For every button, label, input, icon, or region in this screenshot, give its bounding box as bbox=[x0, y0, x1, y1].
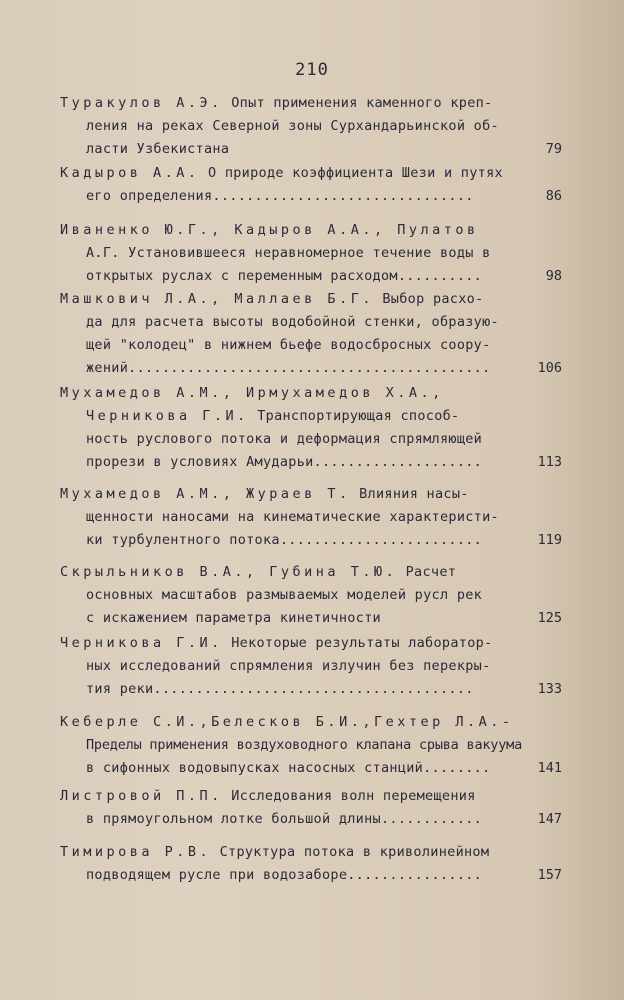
entry-title: Влияния насы- bbox=[350, 486, 469, 502]
entry-page-number: 133 bbox=[537, 681, 562, 697]
entry-line: тия реки...................................... bbox=[86, 681, 474, 697]
entry-page-number: 141 bbox=[537, 760, 562, 776]
toc-entry bbox=[60, 162, 560, 208]
entry-title: Некоторые результаты лаборатор- bbox=[222, 635, 493, 651]
entry-line bbox=[60, 561, 560, 584]
entry-page-number: 113 bbox=[537, 454, 562, 470]
entry-line: открытых руслах с переменным расходом.......... bbox=[86, 268, 483, 284]
entry-title: Опыт применения каменного креп- bbox=[222, 95, 493, 111]
toc-entry bbox=[60, 632, 560, 701]
entry-title: Выбор расхо- bbox=[373, 291, 484, 307]
entry-title: Транспортирующая способ- bbox=[248, 408, 460, 424]
entry-title: Структура потока в криволинейном bbox=[211, 844, 490, 860]
entry-line bbox=[60, 92, 560, 115]
entry-page-number: 157 bbox=[537, 867, 562, 883]
entry-page-number: 79 bbox=[545, 141, 562, 157]
entry-authors: Кадыров А.А. bbox=[60, 165, 200, 181]
entry-line bbox=[60, 382, 560, 405]
toc-entry bbox=[60, 841, 560, 887]
entry-page-number: 147 bbox=[537, 811, 562, 827]
entry-authors: Туракулов А.Э. bbox=[60, 95, 223, 111]
entry-page-number: 98 bbox=[545, 268, 562, 284]
toc-entry bbox=[60, 288, 560, 380]
entry-line bbox=[60, 162, 560, 185]
entry-page-number: 86 bbox=[545, 188, 562, 204]
entry-line: его определения............................... bbox=[86, 188, 474, 204]
entry-line: ласти Узбекистана bbox=[86, 141, 230, 157]
entry-title: Расчет bbox=[397, 564, 457, 580]
entry-authors: Листровой П.П. bbox=[60, 788, 223, 804]
entry-line: основных масштабов размываемых моделей русл рек bbox=[86, 587, 483, 603]
entry-authors: Скрыльников В.А., Губина Т.Ю. bbox=[60, 564, 398, 580]
entry-authors: Тимирова Р.В. bbox=[60, 844, 212, 860]
entry-line: с искажением параметра кинетичности bbox=[86, 610, 381, 626]
entry-line bbox=[60, 483, 560, 506]
entry-line bbox=[60, 405, 560, 428]
entry-authors: Машкович Л.А., Маллаев Б.Г. bbox=[60, 291, 374, 307]
entry-line: ность руслового потока и деформация спрямляющей bbox=[86, 431, 483, 447]
entry-page-number: 106 bbox=[537, 360, 562, 376]
toc-entry bbox=[60, 711, 560, 780]
entry-authors: Кеберле С.И.,Белесков Б.И.,Гехтер Л.А.- bbox=[60, 714, 514, 730]
entry-title: Исследования волн перемещения bbox=[222, 788, 476, 804]
entry-line: щенности наносами на кинематические характеристи- bbox=[86, 509, 499, 525]
entry-line bbox=[60, 219, 560, 242]
toc-entry bbox=[60, 483, 560, 552]
entry-line bbox=[60, 785, 560, 808]
entry-line: ных исследований спрямления излучин без перекры- bbox=[86, 658, 491, 674]
entry-line bbox=[60, 711, 560, 734]
entry-line: в сифонных водовыпусках насосных станций........ bbox=[86, 760, 491, 776]
entry-line: Пределы применения воздуховодного клапана срыва вакуума bbox=[86, 737, 523, 753]
entry-title: О природе коэффициента Шези и путях bbox=[199, 165, 503, 181]
entry-authors: Черникова Г.И. bbox=[86, 408, 249, 424]
entry-line bbox=[60, 841, 560, 864]
entry-line bbox=[60, 632, 560, 655]
entry-line: да для расчета высоты водобойной стенки, образую- bbox=[86, 314, 499, 330]
entry-page-number: 119 bbox=[537, 532, 562, 548]
entry-line: прорези в условиях Амударьи.................... bbox=[86, 454, 483, 470]
entry-line: ления на реках Северной зоны Сурхандарьинской об- bbox=[86, 118, 499, 134]
entry-line: ки турбулентного потока........................ bbox=[86, 532, 483, 548]
toc-entry bbox=[60, 92, 560, 161]
entry-authors: Черникова Г.И. bbox=[60, 635, 223, 651]
entry-line: в прямоугольном лотке большой длины............ bbox=[86, 811, 483, 827]
toc-entry bbox=[60, 382, 560, 474]
entry-line: жений........................................... bbox=[86, 360, 491, 376]
toc-entry bbox=[60, 785, 560, 831]
entry-authors: Иваненко Ю.Г., Кадыров А.А., Пулатов bbox=[60, 222, 479, 238]
entry-line: щей "колодец" в нижнем бьефе водосбросных соору- bbox=[86, 337, 491, 353]
page-number: 210 bbox=[295, 60, 329, 80]
toc-entry bbox=[60, 219, 560, 288]
entry-line bbox=[60, 288, 560, 311]
entry-authors: Мухамедов А.М., Ирмухамедов Х.А., bbox=[60, 385, 444, 401]
entry-authors: Мухамедов А.М., Жураев Т. bbox=[60, 486, 351, 502]
entry-line: подводящем русле при водозаборе................ bbox=[86, 867, 483, 883]
toc-entry bbox=[60, 561, 560, 630]
entry-line: А.Г. Установившееся неравномерное течение воды в bbox=[86, 245, 491, 261]
entry-page-number: 125 bbox=[537, 610, 562, 626]
